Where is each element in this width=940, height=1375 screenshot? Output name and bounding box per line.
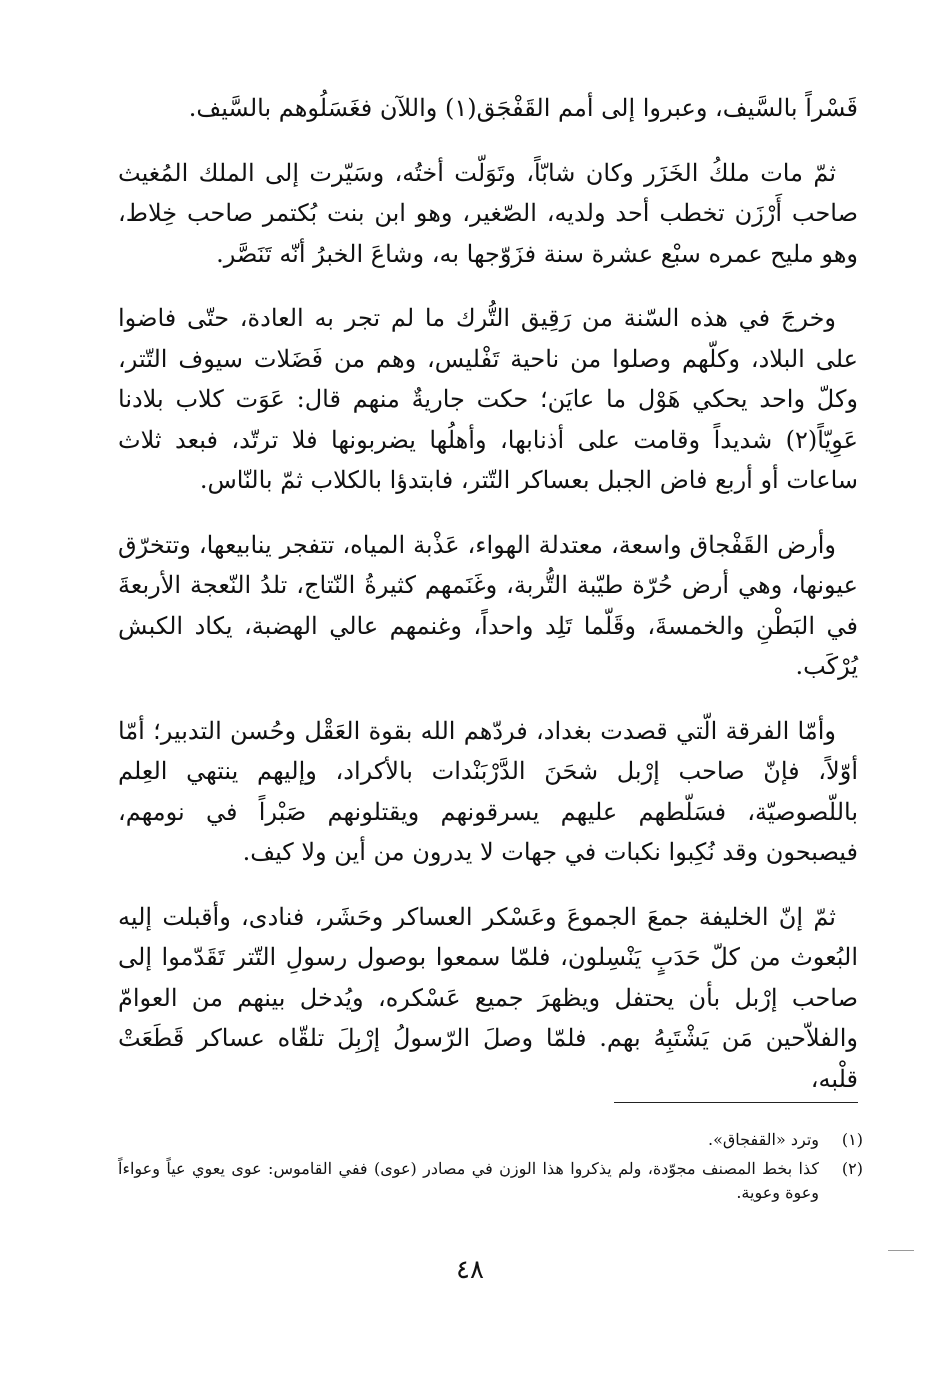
footnote-1 bbox=[118, 1128, 863, 1152]
paragraph-5: وأمّا الفرقة الّتي قصدت بغداد، فردّهم الله بقوة العَقْل وحُسن التدبير؛ أمّا أوّلاً، فإنّ صاحب إرْبل شحَنَ الدَّرْبَنْدات بالأكراد، وإليهم ينتهي العِلم باللّصوصيّة، فسَلّطهم عليهم يسرقونهم ويقتلونهم صَبْراً في نومهم، فيصبحون وقد نُكِبوا نكبات في جهات لا يدرون من أين ولا كيف. bbox=[118, 716, 858, 866]
footnote-text: كذا بخط المصنف مجوّدة، ولم يذكروا هذا الوزن في مصادر (عوى) ففي القاموس: عوى يعوي عياً وعواءاً وعوة وعوية. bbox=[118, 1159, 819, 1202]
footnote-number: (١) bbox=[841, 1130, 863, 1149]
paragraph-1: قَسْراً بالسَّيف، وعبروا إلى أمم القَفْجَق(١) واللآن فغَسَلُوهم بالسَّيف. bbox=[188, 94, 858, 122]
paragraph-6: ثمّ إنّ الخليفة جمعَ الجموعَ وعَسْكر العساكر وحَشَر، فنادى، وأقبلت إليه البُعوث من كلّ حَدَبٍ يَنْسِلون، فلمّا سمعوا بوصول رسولِ التّتر تَقَدّموا إلى صاحب إرْبل بأن يحتفل ويظهرَ جميع عَسْكره، ويُدخل بينهم من العوامّ والفلاّحين مَن يَشْتَبِهُ بهم. فلمّا وصلَ الرّسولُ إرْبِلَ تلقّاه عساكر قَطَعَتْ قلْبه، bbox=[118, 902, 858, 1093]
margin-mark bbox=[888, 1250, 914, 1251]
footnote-number: (٢) bbox=[841, 1159, 863, 1178]
paragraph-4: وأرض القَفْجاق واسعة، معتدلة الهواء، عَذْبة المياه، تتفجر ينابيعها، وتتخرّق عيونها، وهي أرض حُرّة طيّبة التُّربة، وغَنَمهم كثيرةُ النّتاج، تلدُ النّعجة الأربعةَ في البَطْنِ والخمسةَ، وقَلّما تَلِد واحداً، وغنمهم عالي الهضبة، يكاد الكبش يُرْكَب. bbox=[118, 530, 858, 680]
footnote-divider bbox=[614, 1102, 858, 1103]
page-number: ٤٨ bbox=[456, 1255, 484, 1285]
footnote-text: وترد «القفجاق». bbox=[707, 1130, 819, 1149]
footnotes bbox=[118, 1128, 863, 1210]
main-text bbox=[118, 88, 858, 1123]
footnote-2 bbox=[118, 1157, 863, 1205]
paragraph-3: وخرجَ في هذه السّنة من رَقِيق التُّرك ما لم تجر به العادة، حتّى فاضوا على البلاد، وكلّهم وصلوا من ناحية تَفْليس، وهم من فَضَلات سيوف التّتر، وكلّ واحد يحكي هَوْل ما عايَن؛ حكت جاريةٌ منهم قال: عَوَت كلاب بلادنا عَوِيّاً(٢) شديداً وقامت على أذنابها، وأهلُها يضربونها فلا ترتّد، فبعد ثلاث ساعات أو أربع فاض الجبل بعساكر التّتر، فابتدؤا بالكلاب ثمّ بالنّاس. bbox=[118, 304, 858, 494]
paragraph-2: ثمّ مات ملكُ الخَزَر وكان شابّاً، وتَوَلّت أختُه، وسَيّرت إلى الملك المُغيث صاحب أَرْزَن تخطب أحد ولديه، الصّغير، وهو ابن بنت بُكتمر صاحب خِلاط، وهو مليح عمره سبْع عشرة سنة فزَوّجها به، وشاعَ الخبرُ أنّه تَنَصَّر. bbox=[118, 158, 858, 268]
